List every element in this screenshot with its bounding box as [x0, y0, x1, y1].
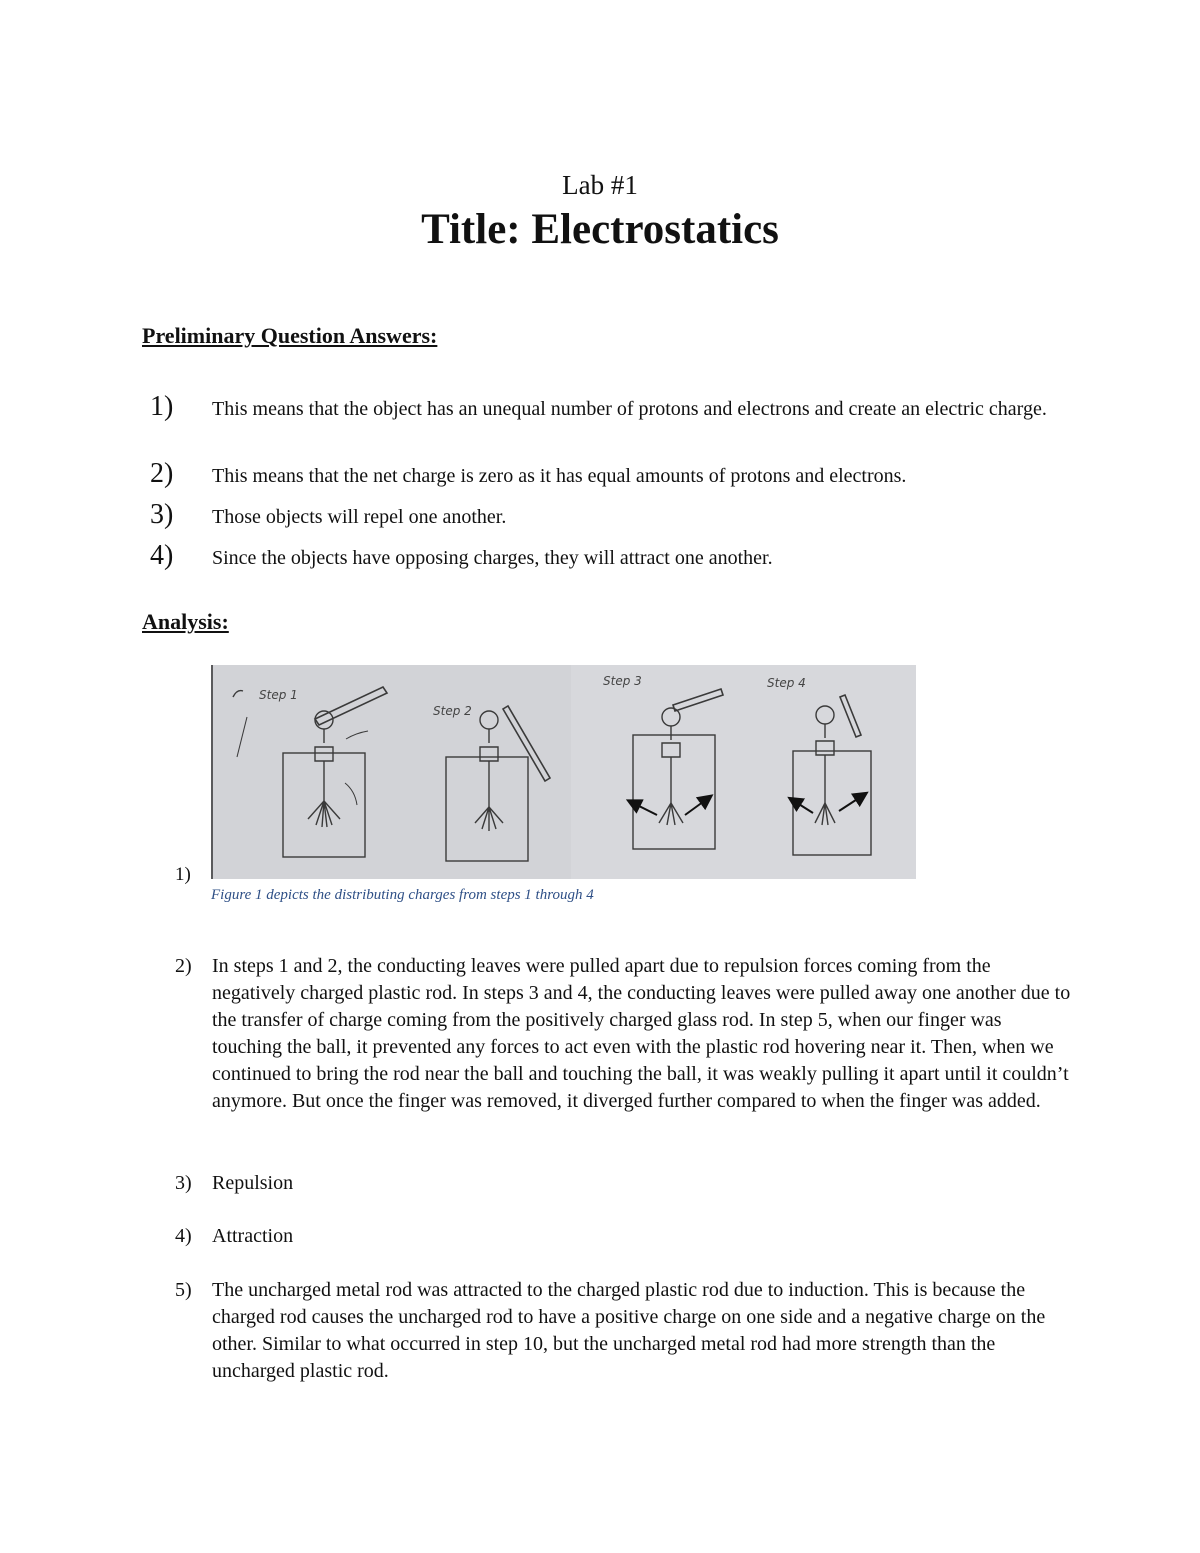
- answer-number: 3): [175, 1172, 192, 1194]
- answer-text: This means that the net charge is zero as it has equal amounts of protons and electrons.: [212, 465, 907, 487]
- preliminary-answer-1: [150, 391, 1070, 423]
- answer-number: 2): [175, 955, 192, 977]
- panel-label-4: Step 4: [767, 676, 806, 690]
- figure-caption: Figure 1 depicts the distributing charges from steps 1 through 4: [211, 887, 594, 903]
- answer-number: 4): [150, 540, 174, 571]
- panel-label-2: Step 2: [433, 704, 472, 718]
- answer-text: This means that the object has an unequal number of protons and electrons and create an electric charge.: [212, 398, 1047, 420]
- preliminary-heading: Preliminary Question Answers:: [142, 323, 438, 348]
- preliminary-answer-2: [150, 458, 1070, 490]
- panel-label-1: Step 1: [259, 688, 298, 702]
- answer-number: 3): [150, 499, 174, 530]
- answer-text: Attraction: [212, 1225, 294, 1247]
- answer-text: Repulsion: [212, 1172, 294, 1194]
- analysis-answer-2: [175, 953, 1075, 1115]
- analysis-answer-3: [175, 1170, 1075, 1197]
- answer-number: 5): [175, 1279, 192, 1301]
- answer-text: Since the objects have opposing charges, they will attract one another.: [212, 547, 773, 569]
- answer-number: 2): [150, 458, 174, 489]
- answer-text: The uncharged metal rod was attracted to the charged plastic rod due to induction. This is because the charged rod causes the uncharged rod to have a positive charge on one side and a negative charge on the other. Similar to what occurred in step 10, but the uncharged metal rod had more strength than the uncharged plastic rod.: [212, 1279, 1046, 1382]
- analysis-heading: Analysis:: [142, 609, 229, 634]
- figure-item-number: 1): [175, 864, 191, 885]
- document-title: Title: Electrostatics: [421, 206, 779, 253]
- electroscope-sketch: [211, 665, 916, 879]
- answer-number: 4): [175, 1225, 192, 1247]
- answer-text: In steps 1 and 2, the conducting leaves were pulled apart due to repulsion forces coming from the negatively charged plastic rod. In steps 3 and 4, the conducting leaves were pulled away one another due to the transfer of charge coming from the positively charged glass rod. In step 5, when our finger was touching the ball, it prevented any forces to act even with the plastic rod hovering near it. Then, when we continued to bring the rod near the ball and touching the ball, it was weakly pulling it apart until it couldn’t anymore. But once the finger was removed, it diverged further compared to when the finger was added.: [212, 955, 1071, 1112]
- analysis-answer-4: [175, 1223, 1075, 1250]
- panel-label-3: Step 3: [603, 674, 642, 688]
- lab-number: Lab #1: [562, 170, 638, 200]
- analysis-answer-5: [175, 1277, 1075, 1385]
- preliminary-answer-3: [150, 499, 1070, 531]
- electroscope-sketch-figure: [211, 665, 916, 879]
- answer-number: 1): [150, 391, 174, 422]
- preliminary-answer-4: [150, 540, 1070, 572]
- answer-text: Those objects will repel one another.: [212, 506, 507, 528]
